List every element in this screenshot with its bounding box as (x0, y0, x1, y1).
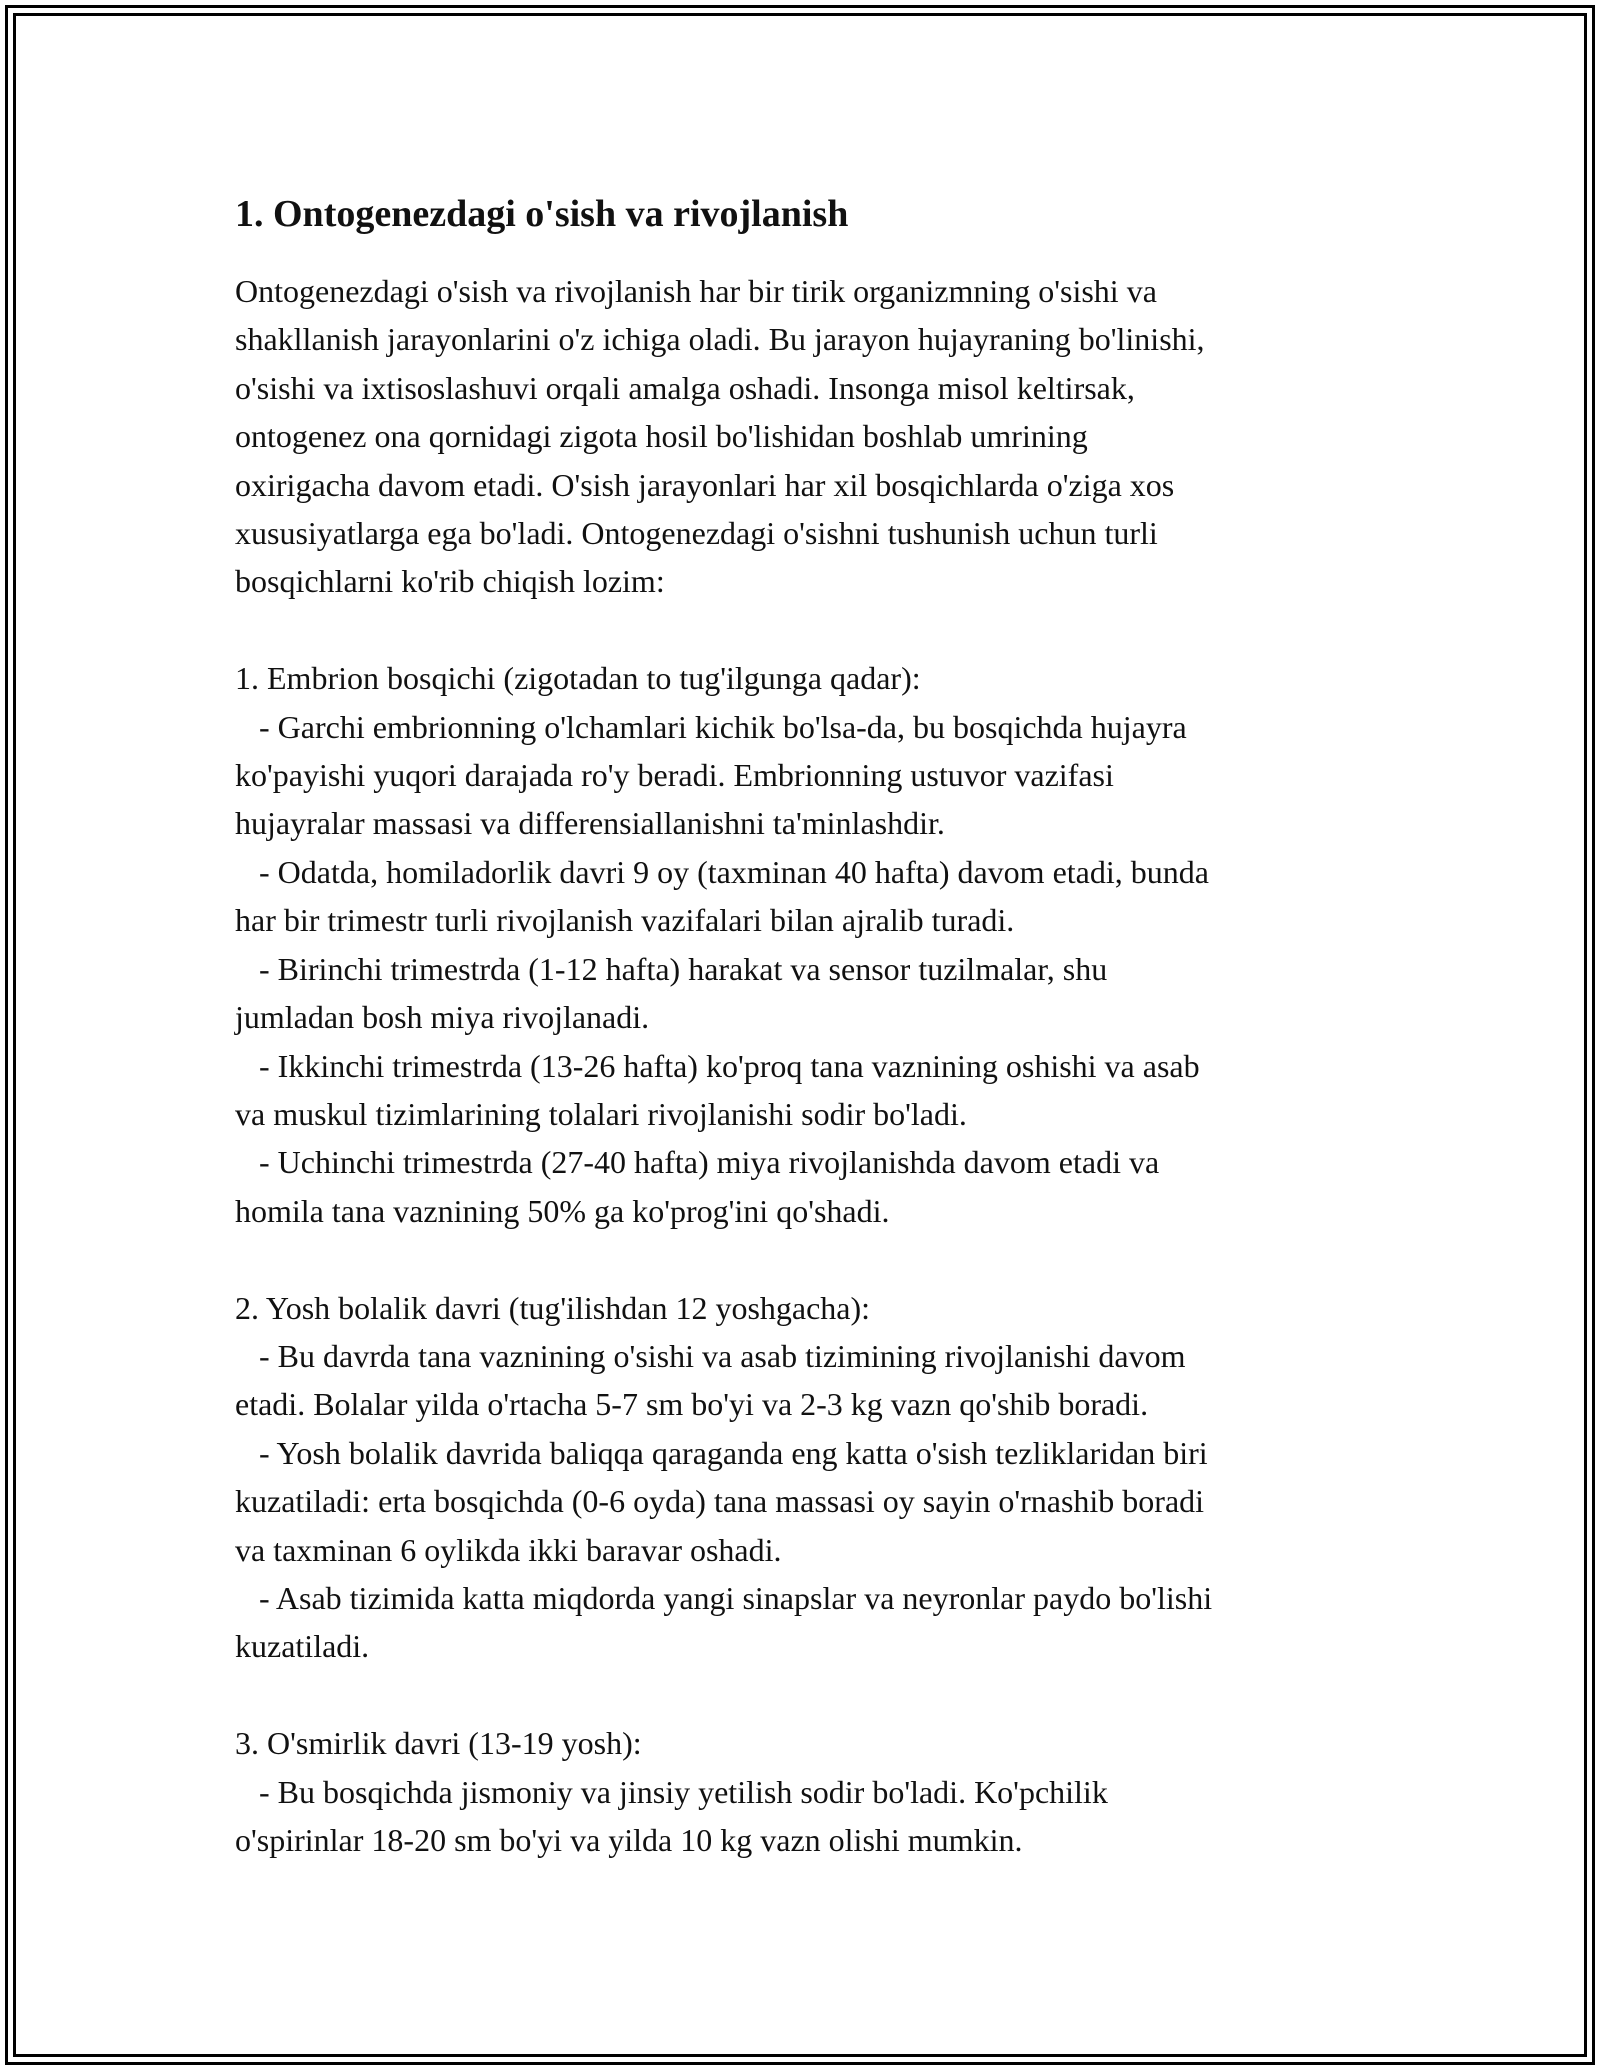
document-content (235, 185, 1365, 1864)
page-title: 1. Ontogenezdagi o'sish va rivojlanish (235, 193, 849, 235)
body-text: Ontogenezdagi o'sish va rivojlanish har bir tirik organizmning o'sishi va shakllanish jarayonlarini o'z ichiga oladi. Bu jarayon hujayraning bo'linishi, o'sishi va ixtisoslashuvi orqali amalga oshadi. Insonga misol keltirsak, ontogenez ona qornidagi zigota hosil bo'lishidan boshlab umrining oxirigacha davom etadi. O'sish jarayonlari har xil bosqichlarda o'ziga xos xususiyatlarga ega bo'ladi. Ontogenezdagi o'sishni tushunish uchun turli bosqichlarni ko'rib chiqish lozim: 1. Embrion bosqichi (zigotadan to tug'ilgunga qadar): - Garchi embrionning o'lchamlari kichik bo'lsa-da, bu bosqichda hujayra ko'payishi yuqori darajada ro'y beradi. Embrionning ustuvor vazifasi hujayralar massasi va differensiallanishni ta'minlashdir. - Odatda, homiladorlik davri 9 oy (taxminan 40 hafta) davom etadi, bunda har bir trimestr turli rivojlanish vazifalari bilan ajralib turadi. - Birinchi trimestrda (1-12 hafta) harakat va sensor tuzilmalar, shu jumladan bosh miya rivojlanadi. - Ikkinchi trimestrda (13-26 hafta) ko'proq tana vaznining oshishi va asab va muskul tizimlarining tolalari rivojlanishi sodir bo'ladi. - Uchinchi trimestrda (27-40 hafta) miya rivojlanishda davom etadi va homila tana vaznining 50% ga ko'prog'ini qo'shadi. 2. Yosh bolalik davri (tug'ilishdan 12 yoshgacha): - Bu davrda tana vaznining o'sishi va asab tizimining rivojlanishi davom etadi. Bolalar yilda o'rtacha 5-7 sm bo'yi va 2-3 kg vazn qo'shib boradi. - Yosh bolalik davrida baliqqa qaraganda eng katta o'sish tezliklaridan biri kuzatiladi: erta bosqichda (0-6 oyda) tana massasi oy sayin o'rnashib boradi va taxminan 6 oylikda ikki baravar oshadi. - Asab tizimida katta miqdorda yangi sinapslar va neyronlar paydo bo'lishi kuzatiladi. 3. O'smirlik davri (13-19 yosh): - Bu bosqichda jismoniy va jinsiy yetilish sodir bo'ladi. Ko'pchilik o'spirinlar 18-20 sm bo'yi va yilda 10 kg vazn olishi mumkin. (235, 273, 1213, 1858)
